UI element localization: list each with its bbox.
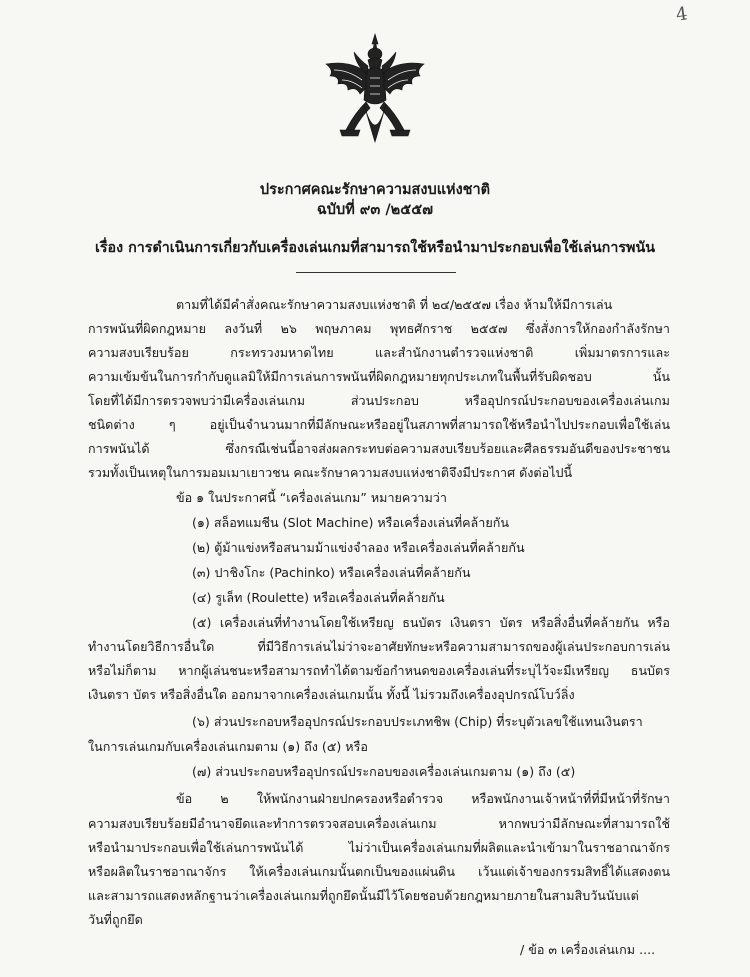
clause-1-item-5: (๕) เครื่องเล่นที่ทำงานโดยใช้เหรียญ ธนบัตร เงินตรา บัตร หรือสิ่งอื่นที่คล้ายกัน หรือ [192, 615, 670, 630]
clause-2-line: ความสงบเรียบร้อยมีอำนาจยึดและทำการตรวจสอบเครื่องเล่นเกม หากพบว่ามีลักษณะที่สามารถใช้ [88, 816, 670, 831]
handwritten-page-number: 4 [674, 3, 689, 26]
clause-2-line: หรือผลิตในราชอาณาจักร ให้เครื่องเล่นเกมนั้นตกเป็นของแผ่นดิน เว้นแต่เจ้าของกรรมสิทธิ์ได้แสดงตน [88, 864, 670, 879]
clause-1-item-5: เงินตรา บัตร หรือสิ่งอื่นใด ออกมาจากเครื่องเล่นเกมนั้น ทั้งนี้ ไม่รวมถึงเครื่องอุปกรณ์โบว์ลิ่ง [88, 687, 575, 702]
clause-1-item-7: (๗) ส่วนประกอบหรืออุปกรณ์ประกอบของเครื่องเล่นเกมตาม (๑) ถึง (๕) [192, 764, 576, 779]
clause-1-item: (๔) รูเล็ท (Roulette) หรือเครื่องเล่นที่คล้ายกัน [192, 590, 445, 605]
garuda-emblem-icon [320, 30, 430, 150]
clause-2-line: วันที่ถูกยึด [88, 912, 143, 927]
clause-1-item-6: ในการเล่นเกมกับเครื่องเล่นเกมตาม (๑) ถึง (๕) หรือ [88, 739, 368, 754]
clause-1-item: (๑) สล็อทแมชีน (Slot Machine) หรือเครื่องเล่นที่คล้ายกัน [192, 515, 509, 530]
clause-2-line: ข้อ ๒ ให้พนักงานฝ่ายปกครองหรือตำรวจ หรือพนักงานเจ้าหน้าที่ที่มีหน้าที่รักษา [176, 791, 670, 806]
clause-1-intro: ข้อ ๑ ในประกาศนี้ “เครื่องเล่นเกม” หมายความว่า [176, 490, 447, 505]
clause-1-item-5: ทำงานโดยวิธีการอื่นใด ที่มีวิธีการเล่นไม่ว่าจะอาศัยทักษะหรือความสามารถของผู้เล่นประกอบการเล่น [88, 639, 670, 654]
announcement-title: ประกาศคณะรักษาความสงบแห่งชาติ [259, 182, 491, 198]
preamble-line: ความสงบเรียบร้อย กระทรวงมหาดไทย และสำนักงานตำรวจแห่งชาติ เพิ่มมาตรการและ [88, 345, 670, 360]
preamble-line: ความเข้มข้นในการกำกับดูแลมิให้มีการเล่นการพนันที่ผิดกฎหมายทุกประเภทในพื้นที่รับผิดชอบ นั้น [88, 369, 670, 384]
preamble-line: ชนิดต่าง ๆ อยู่เป็นจำนวนมากที่มีลักษณะหรืออยู่ในสภาพที่สามารถใช้หรือนำไปประกอบเพื่อใช้เล่น [88, 417, 670, 432]
clause-1-item-6: (๖) ส่วนประกอบหรืออุปกรณ์ประกอบประเภทชิพ (Chip) ที่ระบุตัวเลขใช้แทนเงินตรา [192, 714, 643, 729]
clause-1-item-5: หรือไม่ก็ตาม หากผู้เล่นชนะหรือสามารถทำได้ตามข้อกำหนดของเครื่องเล่นที่ระบุไว้จะมีเหรียญ ธนบัตร [88, 663, 670, 678]
announcement-number: ฉบับที่ ๙๓ /๒๕๕๗ [316, 202, 434, 218]
clause-2-line: หรือนำมาประกอบเพื่อใช้เล่นการพนันได้ ไม่ว่าเป็นเครื่องเล่นเกมที่ผลิตและนำเข้ามาในราชอาณาจักร [88, 840, 670, 855]
preamble-line: รวมทั้งเป็นเหตุในการมอมเมาเยาวชน คณะรักษาความสงบแห่งชาติจึงมีประกาศ ดังต่อไปนี้ [88, 465, 573, 480]
preamble-line: การพนันที่ผิดกฎหมาย ลงวันที่ ๒๖ พฤษภาคม พุทธศักราช ๒๕๕๗ ซึ่งสั่งการให้กองกำลังรักษา [88, 321, 670, 336]
continuation-note: / ข้อ ๓ เครื่องเล่นเกม .... [520, 942, 656, 957]
clause-1-item: (๒) ตู้ม้าแข่งหรือสนามม้าแข่งจำลอง หรือเครื่องเล่นที่คล้ายกัน [192, 540, 525, 555]
clause-2-line: และสามารถแสดงหลักฐานว่าเครื่องเล่นเกมที่ถูกยึดนั้นมีไว้โดยชอบด้วยกฎหมายภายในสามสิบวันนับแต่ [88, 888, 639, 903]
announcement-subject: เรื่อง การดำเนินการเกี่ยวกับเครื่องเล่นเกมที่สามารถใช้หรือนำมาประกอบเพื่อใช้เล่นการพนัน [94, 240, 656, 256]
preamble-line: การพนันได้ ซึ่งกรณีเช่นนี้อาจส่งผลกระทบต่อความสงบเรียบร้อยและศีลธรรมอันดีของประชาชน [88, 441, 670, 456]
title-divider [296, 272, 456, 273]
preamble-line: ตามที่ได้มีคำสั่งคณะรักษาความสงบแห่งชาติ ที่ ๒๔/๒๕๕๗ เรื่อง ห้ามให้มีการเล่น [176, 297, 613, 312]
clause-1-item: (๓) ปาชิงโกะ (Pachinko) หรือเครื่องเล่นที่คล้ายกัน [192, 565, 471, 580]
preamble-line: โดยที่ได้มีการตรวจพบว่ามีเครื่องเล่นเกม ส่วนประกอบ หรืออุปกรณ์ประกอบของเครื่องเล่นเกม [88, 393, 670, 408]
